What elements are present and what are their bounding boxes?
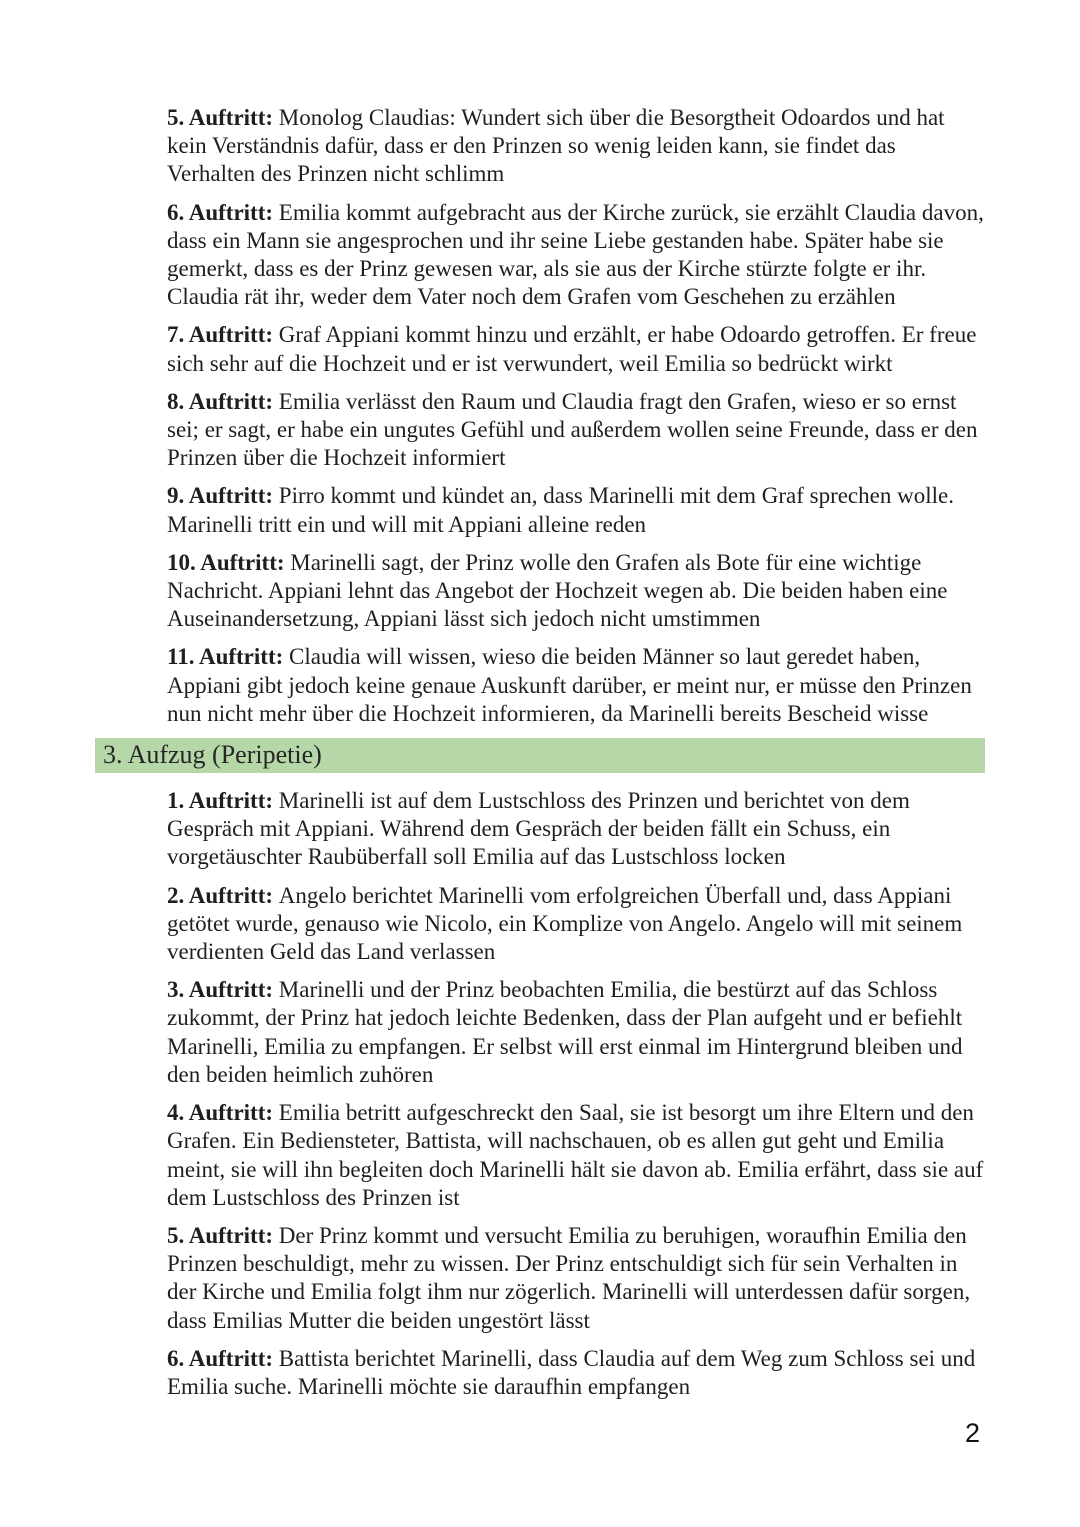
scene-text: Marinelli und der Prinz beobachten Emilia, die bestürzt auf das Schloss zukommt, der Prinz hat jedoch leichte Bedenken, dass der Plan aufgeht und er befiehlt Marinelli, Emilia zu empfangen. Er selbst will erst einmal im Hintergrund bleiben und den beiden heimlich zuhören: [167, 977, 963, 1087]
act2-scene-list: [167, 104, 985, 728]
scene-paragraph: [167, 1222, 985, 1335]
scene-text: Der Prinz kommt und versucht Emilia zu beruhigen, woraufhin Emilia den Prinzen beschuldigt, mehr zu wissen. Der Prinz entschuldigt sich für sein Verhalten in der Kirche und Emilia folgt ihm nur zögerlich. Marinelli will unterdessen dafür sorgen, dass Emilias Mutter die beiden ungestört lässt: [167, 1222, 971, 1333]
scene-paragraph: [167, 787, 985, 872]
scene-label: 1. Auftritt:: [167, 788, 279, 814]
scene-paragraph: [167, 643, 985, 728]
scene-paragraph: [167, 549, 985, 634]
scene-text: Claudia will wissen, wieso die beiden Männer so laut geredet haben, Appiani gibt jedoch keine genaue Auskunft darüber, er meint nur, er müsse den Prinzen nun nicht mehr über die Hochzeit informieren, da Marinelli bereits Bescheid wisse: [167, 644, 972, 726]
act3-scene-list: [167, 787, 985, 1401]
act3-section-heading: 3. Aufzug (Peripetie): [95, 738, 985, 773]
scene-text: Monolog Claudias: Wundert sich über die Besorgtheit Odoardos und hat kein Verständnis dafür, dass er den Prinzen so wenig leiden kann, sie findet das Verhalten des Prinzen nicht schlimm: [167, 105, 945, 187]
scene-text: Graf Appiani kommt hinzu und erzählt, er habe Odoardo getroffen. Er freue sich sehr auf die Hochzeit und er ist verwundert, weil Emilia so bedrückt wirkt: [167, 322, 977, 376]
scene-paragraph: [167, 976, 985, 1089]
scene-label: 6. Auftritt:: [167, 1345, 279, 1371]
scene-label: 7. Auftritt:: [167, 322, 279, 348]
scene-text: Marinelli ist auf dem Lustschloss des Prinzen und berichtet von dem Gespräch mit Appiani. Während dem Gespräch der beiden fällt ein Schuss, ein vorgetäuschter Raubüberfall soll Emilia auf das Lustschloss locken: [167, 788, 910, 870]
scene-text: Emilia betritt aufgeschreckt den Saal, sie ist besorgt um ihre Eltern und den Grafen. Ein Bediensteter, Battista, will nachschauen, ob es allen gut geht und Emilia meint, sie will ihn begleiten doch Marinelli hält sie davon ab. Emilia erfährt, dass sie auf dem Lustschloss des Prinzen ist: [167, 1100, 984, 1210]
scene-paragraph: [167, 321, 985, 377]
scene-text: Battista berichtet Marinelli, dass Claudia auf dem Weg zum Schloss sei und Emilia suche. Marinelli möchte sie daraufhin empfangen: [167, 1345, 976, 1399]
scene-paragraph: [167, 882, 985, 967]
scene-paragraph: [167, 1099, 985, 1212]
scene-paragraph: [167, 1345, 985, 1401]
scene-label: 11. Auftritt:: [167, 644, 290, 670]
scene-paragraph: [167, 388, 985, 473]
scene-paragraph: [167, 199, 985, 312]
scene-text: Angelo berichtet Marinelli vom erfolgreichen Überfall und, dass Appiani getötet wurde, genauso wie Nicolo, ein Komplize von Angelo. Angelo will mit seinem verdienten Geld das Land verlassen: [167, 882, 963, 965]
scene-label: 3. Auftritt:: [167, 977, 279, 1003]
page-number: 2: [964, 1418, 980, 1448]
scene-text: Pirro kommt und kündet an, dass Marinelli mit dem Graf sprechen wolle. Marinelli tritt ein und will mit Appiani alleine reden: [167, 483, 954, 537]
scene-label: 2. Auftritt:: [167, 882, 279, 908]
scene-label: 4. Auftritt:: [167, 1100, 279, 1126]
scene-paragraph: [167, 104, 985, 189]
scene-label: 6. Auftritt:: [167, 199, 279, 225]
scene-text: Emilia verlässt den Raum und Claudia fragt den Grafen, wieso er so ernst sei; er sagt, er habe ein ungutes Gefühl und außerdem wollen seine Freunde, dass er den Prinzen über die Hochzeit informiert: [167, 388, 978, 471]
scene-label: 8. Auftritt:: [167, 388, 279, 414]
scene-label: 5. Auftritt:: [167, 1222, 279, 1248]
scene-text: Marinelli sagt, der Prinz wolle den Grafen als Bote für eine wichtige Nachricht. Appiani lehnt das Angebot der Hochzeit wegen ab. Die beiden haben eine Auseinandersetzung, Appiani lässt sich jedoch nicht umstimmen: [167, 549, 948, 632]
scene-label: 5. Auftritt:: [167, 105, 279, 130]
scene-label: 10. Auftritt:: [167, 549, 291, 575]
scene-text: Emilia kommt aufgebracht aus der Kirche zurück, sie erzählt Claudia davon, dass ein Mann sie angesprochen und ihr seine Liebe gestanden habe. Später habe sie gemerkt, dass es der Prinz gewesen war, als sie aus der Kirche stürzte folgte er ihr. Claudia rät ihr, weder dem Vater noch dem Grafen vom Geschehen zu erzählen: [167, 199, 984, 310]
scene-paragraph: [167, 482, 985, 538]
scene-label: 9. Auftritt:: [167, 483, 279, 509]
